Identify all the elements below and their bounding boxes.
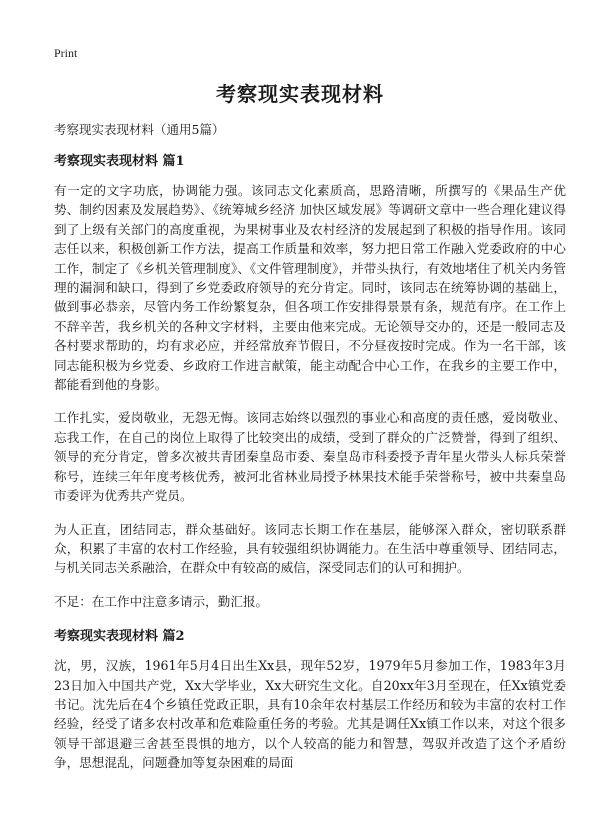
paragraph: 有一定的文字功底，协调能力强。该同志文化素质高，思路清晰，所撰写的《果品生产优势、制约因素及发展趋势》、《统筹城乡经济 加快区域发展》等调研文章中一些合理化建议得到了上级有关部门的高度重视，为果树事业及农村经济的发展起到了积极的指导作用。该同志任以来，积极创新工作方法，提高工作质量和效率，努力把日常工作融入党委政府的中心工作，制定了《乡机关管理制度》、《文件管理制度》，并带头执行，有效地堵住了机关内务管理的漏洞和缺口，得到了乡党委政府领导的充分肯定。同时，该同志在统筹协调的基础上，做到事必恭亲，尽管内务工作纷繁复杂，但各项工作安排得景景有条，规范有序。在工作上不辞辛苦，我乡机关的各种文字材料，主要由他来完成。无论领导交办的，还是一般同志及各村要求帮助的，均有求必应，并经常放弃节假日，不分昼夜按时完成。作为一名干部，该同志能积极为乡党委、乡政府工作进言献策，能主动配合中心工作，在我乡的主要工作中，都能看到他的身影。 bbox=[54, 183, 566, 393]
section-heading: 考察现实表现材料 篇1 bbox=[54, 154, 185, 169]
paragraph: 工作扎实，爱岗敬业，无怨无悔。该同志始终以强烈的事业心和高度的责任感，爱岗敬业、忘我工作，在自己的岗位上取得了比较突出的成绩，受到了群众的广泛赞誉，得到了组织、领导的充分肯定，曾多次被共青团秦皇岛市委、秦皇岛市科委授予青年星火带头人标兵荣誉称号，连续三年年度考核优秀，被河北省林业局授予林果技术能手荣誉称号，被中共秦皇岛市委评为优秀共产党员。 bbox=[54, 410, 566, 504]
document-subtitle: 考察现实表现材料（通用5篇） bbox=[54, 122, 225, 137]
section-heading: 考察现实表现材料 篇2 bbox=[54, 629, 185, 645]
paragraph: 为人正直，团结同志，群众基础好。该同志长期工作在基层，能够深入群众，密切联系群众，积累了丰富的农村工作经验，具有较强组织协调能力。在生活中尊重领导、团结同志，与机关同志关系融洽，在群众中有较高的威信，深受同志们的认可和拥护。 bbox=[54, 521, 566, 576]
document-content bbox=[54, 150, 566, 773]
paragraph: 沈，男，汉族，1961年5月4日出生Xx县，现年52岁，1979年5月参加工作，1983年3月23日加入中国共产党，Xx大学毕业，Xx大研究生文化。自20xx年3月至现在，任Xx镇党委书记。沈先后在4个乡镇任党政正职，具有10余年农村基层工作经历和较为丰富的农村工作经验，经受了诸多农村改革和危难险重任务的考验。尤其是调任Xx镇工作以来，对这个很多领导干部退避三舍甚至畏惧的地方，以个人较高的能力和智慧，驾驭并改造了这个矛盾纷争，思想混乱，问题叠加等复杂困难的局面 bbox=[54, 658, 566, 771]
print-link[interactable]: Print bbox=[54, 46, 78, 60]
paragraph: 不足：在工作中注意多请示，勤汇报。 bbox=[54, 593, 269, 609]
document-title: 考察现实表现材料 bbox=[216, 82, 384, 106]
